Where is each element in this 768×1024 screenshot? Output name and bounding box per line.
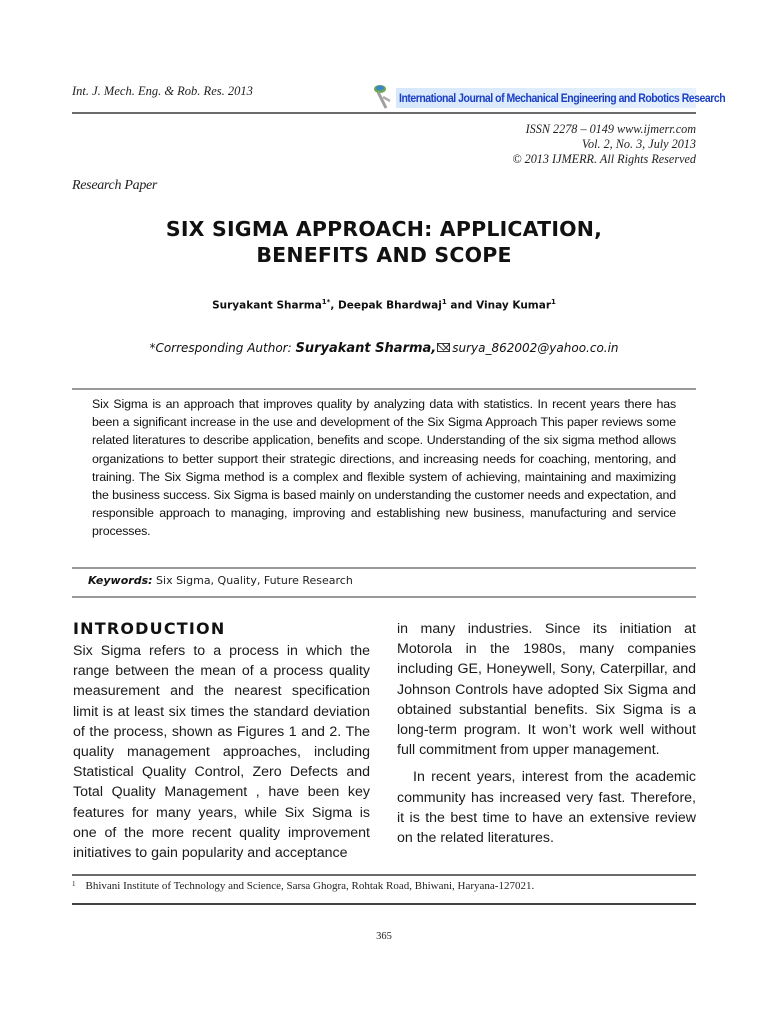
corresponding-author	[0, 341, 768, 356]
author-name: Vinay Kumar	[476, 299, 552, 312]
body-paragraph: In recent years, interest from the academic community has increased very fast. Therefore, it is the best time to have an extensive review on the related literatures.	[397, 769, 696, 847]
article-type: Research Paper	[72, 178, 158, 193]
footnote-rule-bottom	[72, 903, 696, 905]
corresponding-name: Suryakant Sharma,	[295, 341, 437, 356]
footnote-text: Bhivani Institute of Technology and Science, Sarsa Ghogra, Rohtak Road, Bhiwani, Haryana-127021.	[85, 880, 535, 892]
keywords-label: Keywords:	[88, 574, 153, 587]
author-separator: ,	[330, 299, 338, 312]
title-line-1: SIX SIGMA APPROACH: APPLICATION,	[165, 217, 603, 241]
author-list	[0, 298, 768, 312]
volume-line: Vol. 2, No. 3, July 2013	[581, 137, 696, 151]
journal-citation: Int. J. Mech. Eng. & Rob. Res. 2013	[72, 84, 253, 98]
issn-line: ISSN 2278 – 0149 www.ijmerr.com	[525, 122, 696, 136]
publication-info	[512, 122, 696, 167]
author-separator: and	[446, 299, 477, 312]
journal-logo	[370, 84, 726, 110]
author-affiliation-mark: 1*	[321, 298, 331, 306]
footnote-rule	[72, 874, 696, 876]
author-affiliation-mark: 1	[441, 298, 447, 306]
keywords	[88, 574, 353, 587]
body-column-right	[397, 619, 696, 848]
keywords-rule-bottom	[72, 596, 696, 598]
corresponding-label: *Corresponding Author:	[149, 341, 296, 355]
page-number: 365	[376, 931, 392, 942]
section-heading-introduction: INTRODUCTION	[73, 619, 226, 638]
copyright-line: © 2013 IJMERR. All Rights Reserved	[512, 152, 696, 166]
author-name: Deepak Bhardwaj	[337, 299, 442, 312]
body-paragraph: in many industries. Since its initiation at Motorola in the 1980s, many companies including GE, Honeywell, Sony, Caterpillar, and Johnson Controls have adopted Six Sigma and obtained substantial benefits. Six Sigma is a long-term program. It won’t work well without full commitment from upper management.	[397, 621, 696, 759]
body-paragraph: Six Sigma refers to a process in which the range between the mean of a process quality measurement and the nearest specification limit is at least six times the standard deviation of the process, shown as Figures 1 and 2. The quality management approaches, including Statistical Quality Control, Zero Defects and Total Quality Management , have been key features for many years, while Six Sigma is one of the more recent quality improvement initiatives to gain popularity and acceptance	[73, 643, 370, 862]
corresponding-email[interactable]: surya_862002@yahoo.co.in	[452, 341, 619, 355]
body-column-left	[73, 641, 370, 863]
title-line-2: BENEFITS AND SCOPE	[256, 243, 512, 267]
abstract-text: Six Sigma is an approach that improves quality by analyzing data with statistics. In recent years there has been a significant increase in the use and development of the Six Sigma Approach This paper reviews some related literatures to describe application, benefits and scope. Understanding of the six sigma method allows organizations to better support their strategic directions, and increasing needs for coaching, mentoring, and training. The Six Sigma method is a complex and flexible system of achieving, maintaining and maximizing the business success. Six Sigma is based mainly on understanding the customer needs and expectation, and responsible approach to managing, improving and establishing new business, manufacturing and service processes.	[92, 397, 676, 539]
keywords-values: Six Sigma, Quality, Future Research	[156, 574, 353, 587]
abstract-rule-top	[72, 388, 696, 390]
paper-title	[0, 216, 768, 268]
footnote	[72, 880, 534, 892]
logo-banner	[396, 88, 726, 108]
robot-arm-icon	[372, 84, 394, 110]
author-affiliation-mark: 1	[551, 298, 556, 306]
footnote-mark: 1	[72, 880, 76, 888]
envelope-icon	[437, 343, 450, 352]
logo-text: International Journal of Mechanical Engineering and Robotics Research	[399, 91, 726, 105]
header-rule	[72, 112, 696, 114]
keywords-rule-top	[72, 567, 696, 569]
author-name: Suryakant Sharma	[212, 299, 322, 312]
